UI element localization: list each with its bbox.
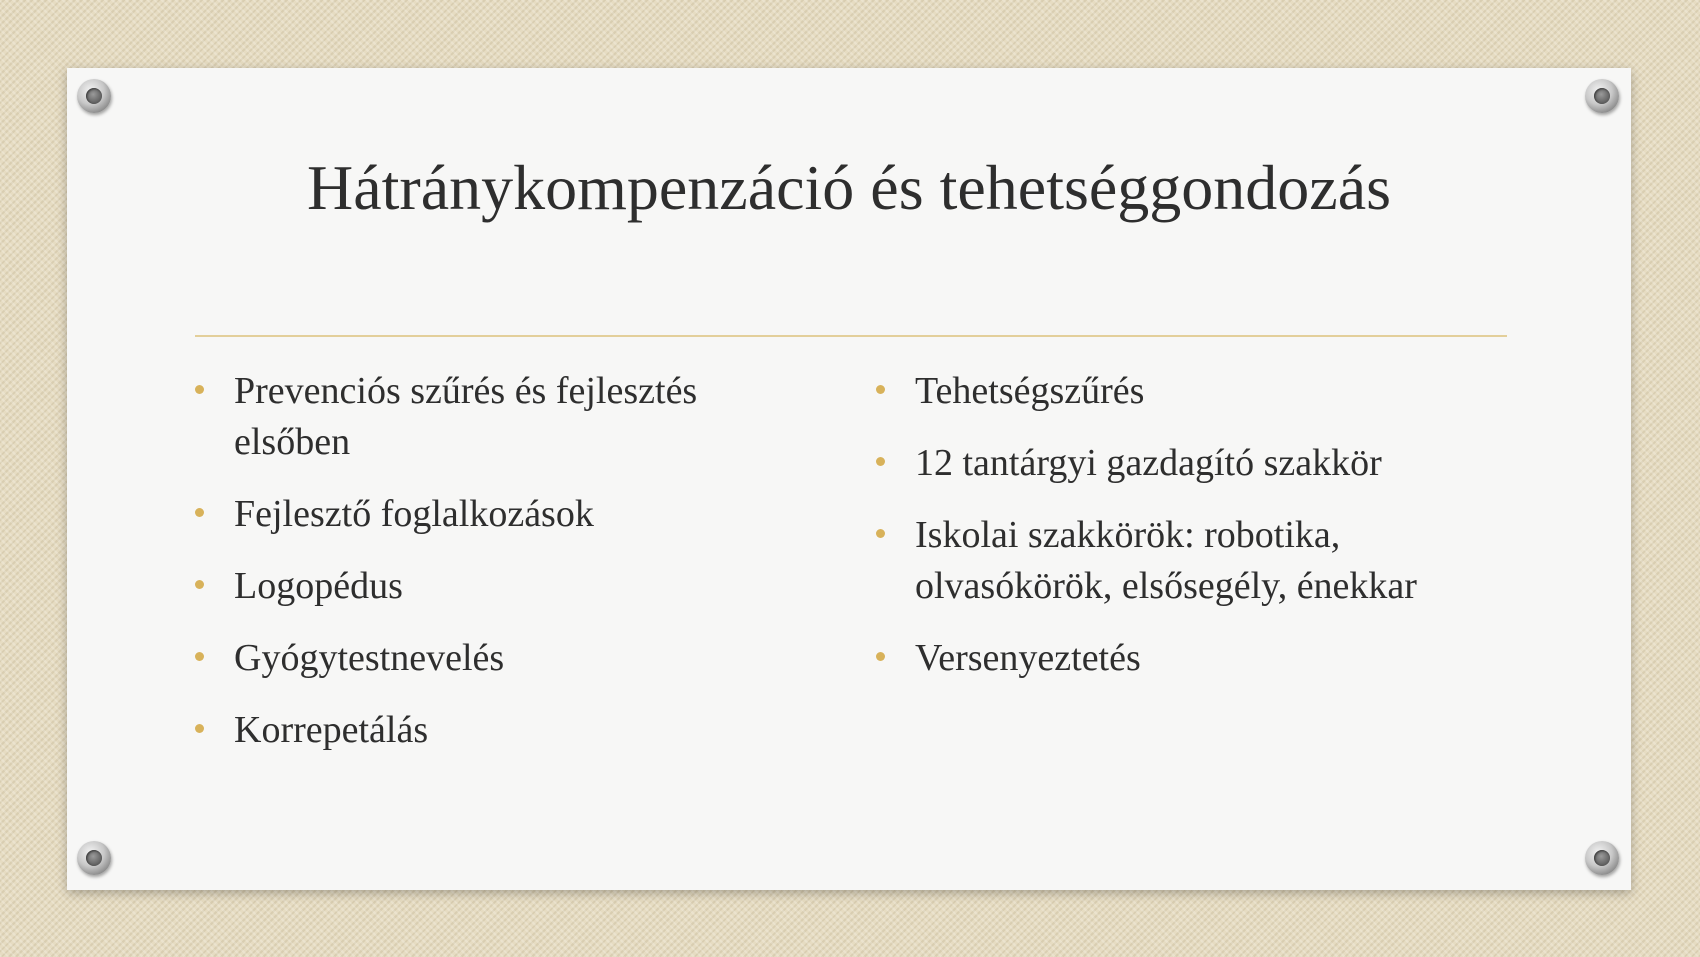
- list-item: [195, 489, 755, 540]
- right-bullet-list: [876, 366, 1516, 705]
- bullet-icon: [195, 724, 204, 733]
- list-item-text: Versenyeztetés: [915, 637, 1141, 679]
- list-item: [876, 438, 1516, 489]
- list-item-text: Tehetségszűrés: [915, 370, 1145, 412]
- bullet-icon: [876, 385, 885, 394]
- list-item-text: Korrepetálás: [234, 709, 429, 751]
- slide-title: Hátránykompenzáció és tehetséggondozás: [306, 152, 1392, 223]
- grommet-bottom-left: [77, 841, 111, 875]
- left-bullet-list: [195, 366, 755, 777]
- list-item: [195, 366, 755, 468]
- grommet-top-right: [1585, 79, 1619, 113]
- list-item: [876, 510, 1516, 612]
- bullet-icon: [195, 580, 204, 589]
- list-item: [195, 705, 755, 756]
- list-item-text: Logopédus: [234, 565, 403, 607]
- bullet-icon: [876, 457, 885, 466]
- bullet-icon: [876, 652, 885, 661]
- list-item-text: Prevenciós szűrés és fejlesztés elsőben: [234, 370, 698, 463]
- list-item: [195, 561, 755, 612]
- list-item-text: Iskolai szakkörök: robotika, olvasókörök, elsősegély, énekkar: [915, 514, 1417, 607]
- list-item: [876, 366, 1516, 417]
- list-item: [876, 633, 1516, 684]
- slide: [67, 68, 1631, 890]
- grommet-top-left: [77, 79, 111, 113]
- list-item: [195, 633, 755, 684]
- list-item-text: 12 tantárgyi gazdagító szakkör: [915, 442, 1382, 484]
- title-divider: [195, 335, 1507, 337]
- list-item-text: Fejlesztő foglalkozások: [234, 493, 594, 535]
- bullet-icon: [876, 529, 885, 538]
- list-item-text: Gyógytestnevelés: [234, 637, 505, 679]
- bullet-icon: [195, 508, 204, 517]
- bullet-icon: [195, 385, 204, 394]
- bullet-icon: [195, 652, 204, 661]
- grommet-bottom-right: [1585, 841, 1619, 875]
